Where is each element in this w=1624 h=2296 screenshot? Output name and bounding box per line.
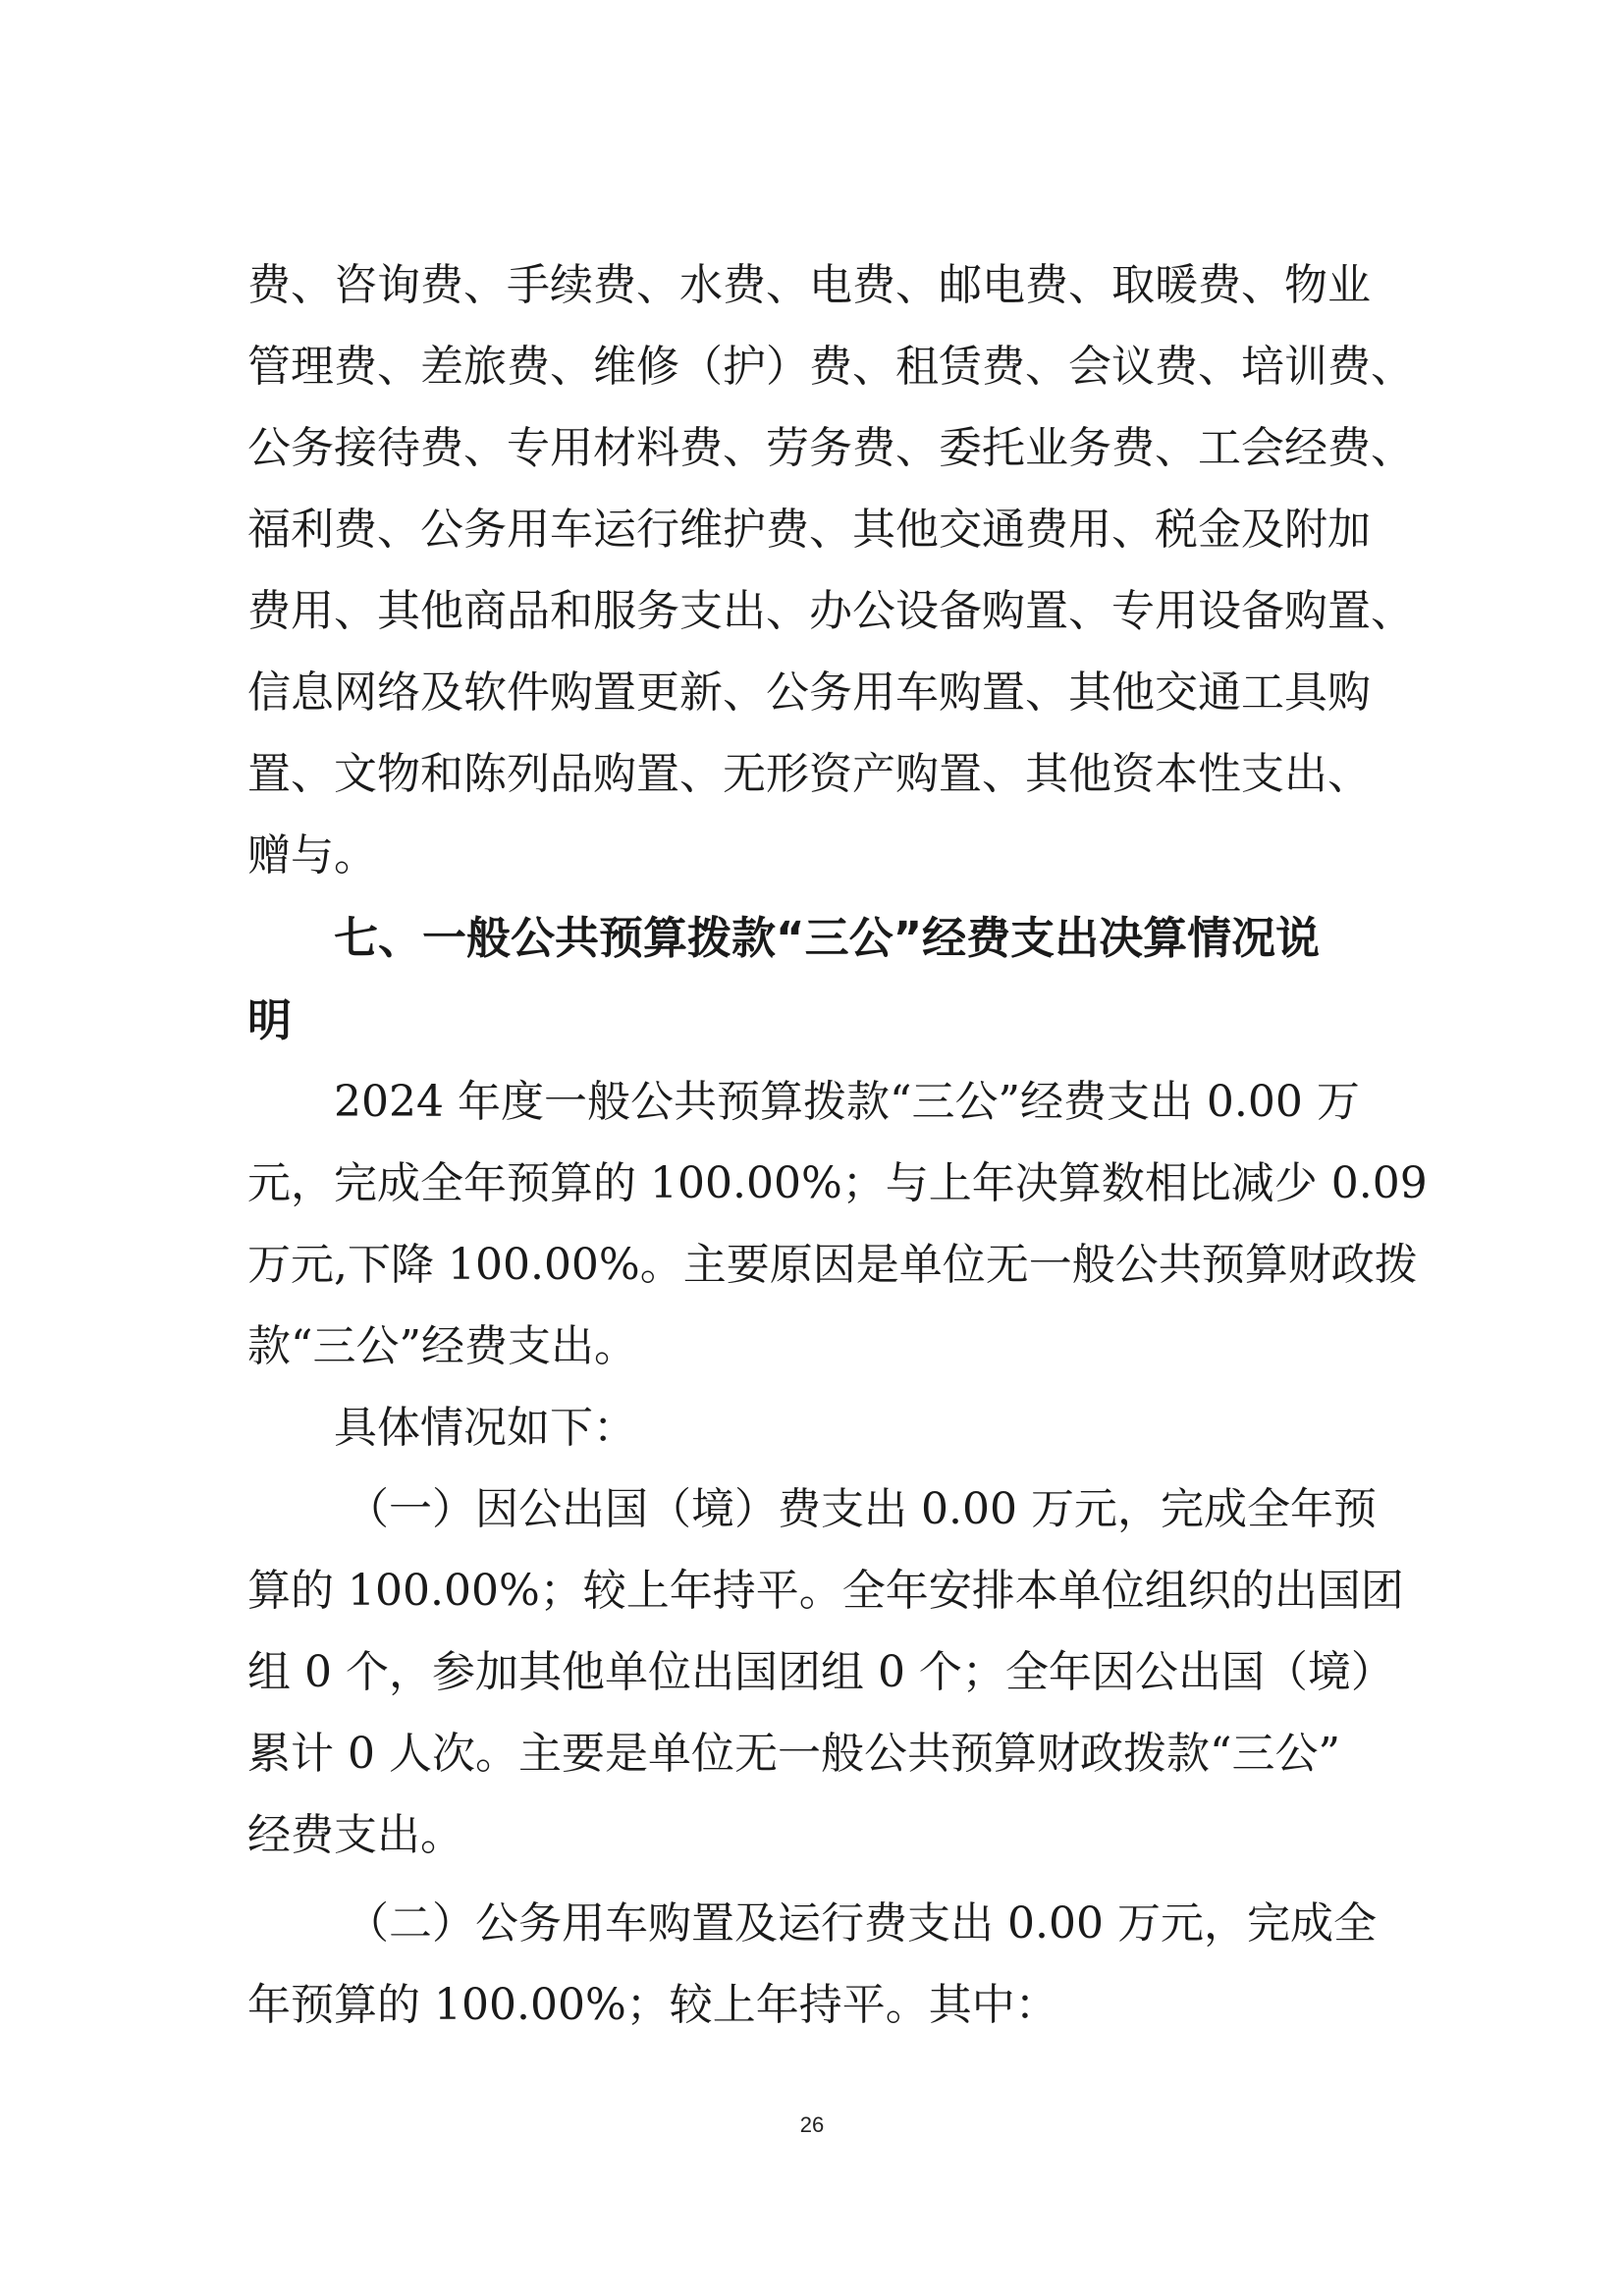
paragraph-line: 赠与。 [247, 830, 377, 881]
paragraph-line: 置、文物和陈列品购置、无形资产购置、其他资本性支出、 [247, 749, 1371, 799]
paragraph-line: 经费支出。 [247, 1810, 463, 1860]
paragraph-line: 信息网络及软件购置更新、公务用车购置、其他交通工具购 [247, 667, 1371, 718]
paragraph-line: 福利费、公务用车运行维护费、其他交通费用、税金及附加 [247, 505, 1371, 555]
paragraph-line: 款“三公”经费支出。 [247, 1321, 637, 1371]
paragraph-line: （二）公务用车购置及运行费支出 0.00 万元，完成全 [346, 1898, 1377, 1949]
page-number: 26 [799, 2112, 825, 2137]
paragraph-line: （一）因公出国（境）费支出 0.00 万元，完成全年预 [346, 1484, 1377, 1534]
heading-line: 明 [247, 994, 293, 1046]
paragraph-line: 管理费、差旅费、维修（护）费、租赁费、会议费、培训费、 [247, 342, 1414, 392]
paragraph-line: 费、咨询费、手续费、水费、电费、邮电费、取暖费、物业 [247, 260, 1371, 310]
paragraph-line: 组 0 个，参加其他单位出国团组 0 个；全年因公出国（境） [247, 1647, 1394, 1697]
paragraph-line: 公务接待费、专用材料费、劳务费、委托业务费、工会经费、 [247, 423, 1414, 473]
paragraph-line: 万元,下降 100.00%。主要原因是单位无一般公共预算财政拨 [247, 1240, 1418, 1290]
paragraph-line: 算的 100.00%；较上年持平。全年安排本单位组织的出国团 [247, 1566, 1404, 1616]
paragraph-line: 累计 0 人次。主要是单位无一般公共预算财政拨款“三公” [247, 1729, 1340, 1779]
paragraph-line: 具体情况如下： [334, 1403, 636, 1453]
paragraph-line: 费用、其他商品和服务支出、办公设备购置、专用设备购置、 [247, 586, 1414, 636]
paragraph-line: 年预算的 100.00%；较上年持平。其中： [247, 1980, 1058, 2030]
heading-line: 七、一般公共预算拨款“三公”经费支出决算情况说 [334, 912, 1321, 964]
paragraph-line: 2024 年度一般公共预算拨款“三公”经费支出 0.00 万 [334, 1077, 1360, 1127]
paragraph-line: 元，完成全年预算的 100.00%；与上年决算数相比减少 0.09 [247, 1158, 1428, 1208]
